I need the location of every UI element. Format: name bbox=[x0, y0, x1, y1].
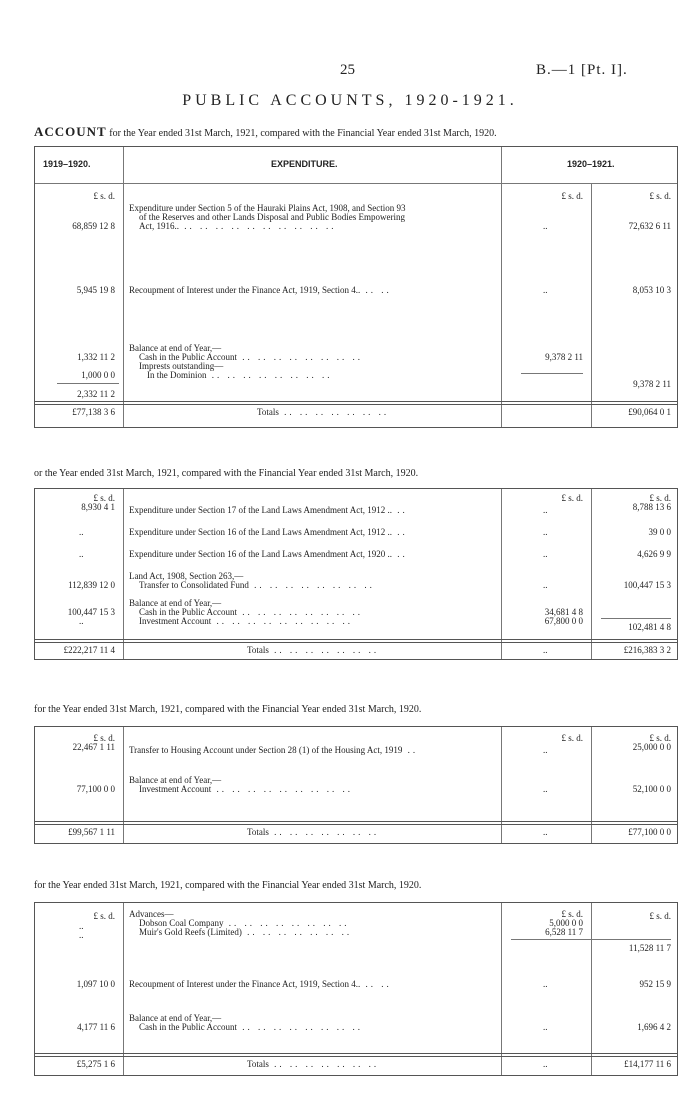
row-description: Investment Account .. .. .. .. .. .. .. .. .. bbox=[139, 616, 353, 626]
total-prev: £99,567 1 11 bbox=[68, 827, 115, 837]
amount-prev: 112,839 12 0 bbox=[68, 580, 115, 590]
section1-caption bbox=[34, 124, 497, 140]
section1-caption-text: for the Year ended 31st March, 1921, compared with the Financial Year ended 31st March, 1920. bbox=[109, 128, 497, 139]
total-curr: £14,177 11 6 bbox=[624, 1059, 671, 1069]
totals-label: Totals .. .. .. .. .. .. .. bbox=[257, 407, 390, 417]
row-description: Muir's Gold Reefs (Limited) .. .. .. .. .. .. .. bbox=[139, 927, 353, 937]
amount-sub: 34,681 4 8 bbox=[544, 607, 583, 617]
row-description: Balance at end of Year,— bbox=[129, 1013, 222, 1023]
unit-label: £ s. d. bbox=[561, 733, 583, 743]
amount-prev: 77,100 0 0 bbox=[76, 784, 115, 794]
row-description: Transfer to Housing Account under Section 28 (1) of the Housing Act, 1919 .. bbox=[129, 745, 419, 755]
unit-label: £ s. d. bbox=[649, 191, 671, 201]
totals-label: Totals .. .. .. .. .. .. .. bbox=[247, 827, 380, 837]
amount-curr: 8,053 10 3 bbox=[632, 285, 671, 295]
row-description: Imprests outstanding— bbox=[139, 361, 224, 371]
row-description: Cash in the Public Account .. .. .. .. .. .. .. .. bbox=[139, 352, 363, 362]
amount-curr: 72,632 6 11 bbox=[628, 221, 671, 231]
amount-curr: 4,626 9 9 bbox=[637, 549, 671, 559]
column-header-expenditure: EXPENDITURE. bbox=[271, 159, 338, 169]
column-header-1920-1921: 1920–1921. bbox=[567, 159, 615, 169]
total-prev: £77,138 3 6 bbox=[72, 407, 115, 417]
amount-curr: 1,696 4 2 bbox=[637, 1022, 671, 1032]
row-description: Advances— bbox=[129, 909, 174, 919]
row-description: Dobson Coal Company .. .. .. .. .. .. .. .. bbox=[139, 918, 350, 928]
row-description: Balance at end of Year,— bbox=[129, 343, 222, 353]
amount-curr: 100,447 15 3 bbox=[623, 580, 671, 590]
row-description: of the Reserves and other Lands Disposal and Public Bodies Empowering bbox=[139, 212, 405, 222]
row-description: Expenditure under Section 16 of the Land Laws Amendment Act, 1912 .. .. bbox=[129, 527, 408, 537]
row-description: Balance at end of Year,— bbox=[129, 598, 222, 608]
amount-prev: 5,945 19 8 bbox=[76, 285, 115, 295]
section4-table: £ s. d. £ s. d. £ s. d. Advances— Dobson Coal Company .. .. .. .. .. .. .. .. Muir's Gold Reefs (Limited) .. .. .. .. .. .. .. .. .. 5,000 0 0 6,528 11 7 11,528 11 7 Recoupment of Interest under the Finance Act, 1919, Section 4.. .. .. 1,097 10 0 .. 952 15 9 Balance at end of Year,— Cash in the Public Account .. .. .. .. .. .. .. .. 4,177 11 6 .. 1,696 4 2 Totals .. .. .. .. .. .. .. £5,275 1 6 .. £14,177 11 6 bbox=[34, 902, 678, 1076]
unit-label: £ s. d. bbox=[561, 909, 583, 919]
unit-label: £ s. d. bbox=[561, 191, 583, 201]
unit-label: £ s. d. bbox=[649, 911, 671, 921]
amount-curr: 52,100 0 0 bbox=[632, 784, 671, 794]
totals-label: Totals .. .. .. .. .. .. .. bbox=[247, 1059, 380, 1069]
amount-curr: 11,528 11 7 bbox=[628, 943, 671, 953]
row-description: Recoupment of Interest under the Finance Act, 1919, Section 4.. .. .. bbox=[129, 979, 392, 989]
amount-prev: 100,447 15 3 bbox=[67, 607, 115, 617]
page-title: PUBLIC ACCOUNTS, 1920-1921. bbox=[182, 92, 518, 109]
row-description: Transfer to Consolidated Fund .. .. .. .. .. .. .. .. bbox=[139, 580, 375, 590]
amount-prev: 68,859 12 8 bbox=[72, 221, 115, 231]
row-description: Act, 1916.. .. .. .. .. .. .. .. .. .. .. bbox=[139, 221, 337, 231]
total-prev: £222,217 11 4 bbox=[63, 645, 115, 655]
totals-label: Totals .. .. .. .. .. .. .. bbox=[247, 645, 380, 655]
unit-label: £ s. d. bbox=[93, 911, 115, 921]
row-description: Cash in the Public Account .. .. .. .. .. .. .. .. bbox=[139, 607, 363, 617]
section2-caption: or the Year ended 31st March, 1921, compared with the Financial Year ended 31st March, 1920. bbox=[34, 468, 419, 479]
amount-sub: 9,378 2 11 bbox=[545, 352, 583, 362]
total-curr: £216,383 3 2 bbox=[623, 645, 671, 655]
amount-prev: 8,930 4 1 bbox=[81, 502, 115, 512]
row-description: Recoupment of Interest under the Finance Act, 1919, Section 4.. .. .. bbox=[129, 285, 392, 295]
row-description: Balance at end of Year,— bbox=[129, 775, 222, 785]
amount-sub: 6,528 11 7 bbox=[545, 927, 583, 937]
amount-prev: 1,097 10 0 bbox=[76, 979, 115, 989]
row-description: In the Dominion .. .. .. .. .. .. .. .. bbox=[147, 370, 333, 380]
unit-label: £ s. d. bbox=[93, 493, 115, 503]
section3-caption: for the Year ended 31st March, 1921, compared with the Financial Year ended 31st March, 1920. bbox=[34, 704, 422, 715]
amount-prev: 1,000 0 0 bbox=[81, 370, 115, 380]
section1-caption-bold: ACCOUNT bbox=[34, 124, 107, 139]
amount-curr: 8,788 13 6 bbox=[632, 502, 671, 512]
section1-table: 1919–1920. EXPENDITURE. 1920–1921. £ s. d. £ s. d. £ s. d. Expenditure under Section 5 of the Hauraki Plains Act, 1908, and Section 93 of the Reserves and other Lands Disposal and Public Bodies Empowering Act, 1916.. .. .. .. .. .. .. .. .. .. .. 68,859 12 8 .. 72,632 6 11 Recoupment of Interest under the Finance Act, 1919, Section 4.. .. .. 5,945 19 8 .. 8,053 10 3 Balance at end of Year,— Cash in the Public Account .. .. .. .. .. .. .. .. Imprests outstanding— In the Dominion .. .. .. .. .. .. .. .. 1,332 11 2 1,000 0 0 2,332 11 2 9,378 2 11 9,378 2 11 Totals .. .. .. .. .. .. .. £77,138 3 6 £90,064 0 1 bbox=[34, 146, 678, 428]
amount-prev: 22,467 1 11 bbox=[72, 742, 115, 752]
total-prev: £5,275 1 6 bbox=[76, 1059, 115, 1069]
unit-label: £ s. d. bbox=[93, 191, 115, 201]
amount-curr: 39 0 0 bbox=[648, 527, 671, 537]
amount-prev-subtotal: 2,332 11 2 bbox=[77, 389, 115, 399]
unit-label: £ s. d. bbox=[649, 733, 671, 743]
amount-prev: 4,177 11 6 bbox=[77, 1022, 115, 1032]
row-description: Expenditure under Section 17 of the Land Laws Amendment Act, 1912 .. .. bbox=[129, 505, 408, 515]
unit-label: £ s. d. bbox=[93, 733, 115, 743]
unit-label: £ s. d. bbox=[649, 493, 671, 503]
page-number: 25 bbox=[340, 62, 355, 78]
row-description: Expenditure under Section 5 of the Hauraki Plains Act, 1908, and Section 93 bbox=[129, 203, 406, 213]
amount-curr: 102,481 4 8 bbox=[628, 622, 671, 632]
row-description: Cash in the Public Account .. .. .. .. .. .. .. .. bbox=[139, 1022, 363, 1032]
section4-caption: for the Year ended 31st March, 1921, compared with the Financial Year ended 31st March, 1920. bbox=[34, 880, 422, 891]
row-description: Land Act, 1908, Section 263,— bbox=[129, 571, 244, 581]
amount-curr: 952 15 9 bbox=[639, 979, 671, 989]
section2-table: £ s. d. £ s. d. £ s. d. Expenditure under Section 17 of the Land Laws Amendment Act, 1912 .. .. 8,930 4 1 .. 8,788 13 6 .. Expenditure under Section 16 of the Land Laws Amendment Act, 1912 .. .. .. 39 0 0 .. Expenditure under Section 16 of the Land Laws Amendment Act, 1920 .. .. .. 4,626 9 9 Land Act, 1908, Section 263,— Transfer to Consolidated Fund .. .. .. .. .. .. .. .. 112,839 12 0 .. 100,447 15 3 Balance at end of Year,— Cash in the Public Account .. .. .. .. .. .. .. .. Investment Account .. .. .. .. .. .. .. .. .. 100,447 15 3 .. 34,681 4 8 67,800 0 0 102,481 4 8 Totals .. .. .. .. .. .. .. £222,217 11 4 .. £216,383 3 2 bbox=[34, 488, 678, 660]
section3-table: £ s. d. £ s. d. £ s. d. Transfer to Housing Account under Section 28 (1) of the Housing Act, 1919 .. 22,467 1 11 .. 25,000 0 0 Balance at end of Year,— Investment Account .. .. .. .. .. .. .. .. .. 77,100 0 0 .. 52,100 0 0 Totals .. .. .. .. .. .. .. £99,567 1 11 .. £77,100 0 0 bbox=[34, 726, 678, 844]
amount-curr: 25,000 0 0 bbox=[632, 742, 671, 752]
total-curr: £77,100 0 0 bbox=[628, 827, 671, 837]
column-header-1919-1920: 1919–1920. bbox=[43, 159, 91, 169]
amount-prev: 1,332 11 2 bbox=[77, 352, 115, 362]
amount-sub: 5,000 0 0 bbox=[549, 918, 583, 928]
document-reference: B.—1 [Pt. I]. bbox=[536, 62, 628, 78]
amount-curr: 9,378 2 11 bbox=[633, 379, 671, 389]
row-description: Expenditure under Section 16 of the Land Laws Amendment Act, 1920 .. .. bbox=[129, 549, 408, 559]
row-description: Investment Account .. .. .. .. .. .. .. .. .. bbox=[139, 784, 353, 794]
amount-sub: 67,800 0 0 bbox=[544, 616, 583, 626]
total-curr: £90,064 0 1 bbox=[628, 407, 671, 417]
unit-label: £ s. d. bbox=[561, 493, 583, 503]
